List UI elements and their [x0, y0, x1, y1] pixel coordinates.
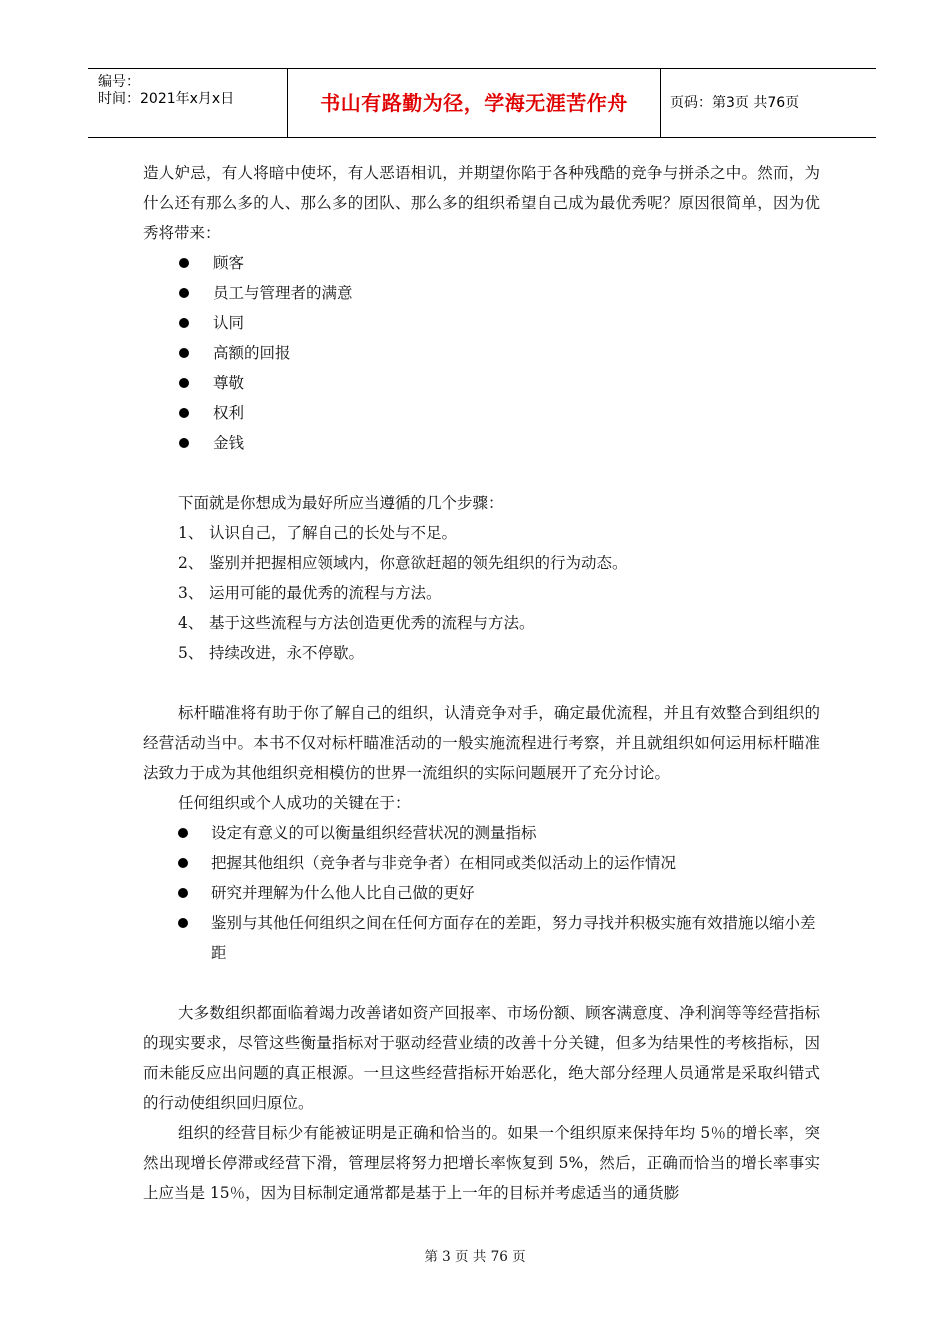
list-item-text: 设定有意义的可以衡量组织经营状况的测量指标 [211, 824, 537, 842]
bullet-icon [179, 438, 189, 448]
spacer [143, 968, 820, 998]
bullet-icon [179, 348, 189, 358]
benefits-list [143, 248, 820, 458]
spacer [143, 668, 820, 698]
list-item-text: 顾客 [213, 254, 245, 272]
step-number: 4、 [178, 614, 204, 632]
list-item [143, 848, 820, 878]
step-number: 5、 [178, 644, 204, 662]
list-item-text: 鉴别与其他任何组织之间在任何方面存在的差距，努力寻找并积极实施有效措施以缩小差距 [211, 914, 816, 962]
list-item-text: 金钱 [213, 434, 245, 452]
step-number: 1、 [178, 524, 204, 542]
step-item [143, 638, 820, 668]
bullet-icon [179, 378, 189, 388]
paragraph-intro: 造人妒忌，有人将暗中使坏，有人恶语相讥，并期望你陷于各种残酷的竞争与拼杀之中。然而，为什么还有那么多的人、那么多的团队、那么多的组织希望自己成为最优秀呢？原因很简单，因为优秀将带来： [143, 164, 820, 242]
header-time-label: 时间：2021年x月x日 [98, 91, 235, 107]
list-item-text: 认同 [213, 314, 245, 332]
spacer [143, 458, 820, 488]
list-item-text: 尊敬 [213, 374, 245, 392]
bullet-icon [179, 408, 189, 418]
step-text: 鉴别并把握相应领域内，你意欲赶超的领先组织的行为动态。 [209, 554, 628, 572]
bullet-icon [179, 288, 189, 298]
list-item [143, 398, 820, 428]
header-meta [98, 74, 234, 108]
list-item-text: 研究并理解为什么他人比自己做的更好 [211, 884, 475, 902]
list-item [143, 368, 820, 398]
step-text: 运用可能的最优秀的流程与方法。 [209, 584, 442, 602]
header-page-info: 页码：第3页 共76页 [670, 95, 800, 111]
bullet-icon [179, 318, 189, 328]
bullet-icon [178, 858, 188, 868]
bullet-icon [178, 888, 188, 898]
list-item-text: 员工与管理者的满意 [213, 284, 353, 302]
paragraph-goals: 组织的经营目标少有能被证明是正确和恰当的。如果一个组织原来保持年均 5％的增长率，突然出现增长停滞或经营下滑，管理层将努力把增长率恢复到 5%，然后，正确而恰当的增长率事实上应当是 15％，因为目标制定通常都是基于上一年的目标并考虑适当的通货膨 [143, 1124, 820, 1202]
list-item-text: 把握其他组织（竞争者与非竞争者）在相同或类似活动上的运作情况 [211, 854, 677, 872]
step-number: 2、 [178, 554, 204, 572]
steps-intro: 下面就是你想成为最好所应当遵循的几个步骤： [178, 494, 504, 512]
keys-intro: 任何组织或个人成功的关键在于： [178, 794, 411, 812]
paragraph-metrics: 大多数组织都面临着竭力改善诸如资产回报率、市场份额、顾客满意度、净利润等等经营指标的现实要求，尽管这些衡量指标对于驱动经营业绩的改善十分关键，但多为结果性的考核指标，因而未能反应出问题的真正根源。一旦这些经营指标开始恶化，绝大部分经理人员通常是采取纠错式的行动使组织回归原位。 [143, 1004, 820, 1112]
step-number: 3、 [178, 584, 204, 602]
bullet-icon [178, 918, 188, 928]
step-text: 认识自己，了解自己的长处与不足。 [209, 524, 458, 542]
page-footer: 第 3 页 共 76 页 [424, 1249, 526, 1265]
page-body [143, 158, 820, 1208]
page-header [88, 68, 876, 138]
header-motto: 书山有路勤为径，学海无涯苦作舟 [320, 91, 628, 115]
list-item [143, 428, 820, 458]
header-divider-right [660, 69, 661, 137]
list-item [143, 908, 820, 968]
step-item [143, 548, 820, 578]
list-item [143, 818, 820, 848]
list-item [143, 278, 820, 308]
step-item [143, 608, 820, 638]
list-item-text: 权利 [213, 404, 245, 422]
step-item [143, 518, 820, 548]
steps-list [143, 518, 820, 668]
list-item [143, 248, 820, 278]
step-text: 基于这些流程与方法创造更优秀的流程与方法。 [209, 614, 535, 632]
list-item-text: 高额的回报 [213, 344, 291, 362]
keys-list [143, 818, 820, 968]
bullet-icon [178, 828, 188, 838]
header-code-label: 编号： [98, 74, 140, 90]
list-item [143, 878, 820, 908]
bullet-icon [179, 258, 189, 268]
list-item [143, 308, 820, 338]
step-text: 持续改进，永不停歇。 [209, 644, 365, 662]
paragraph-benchmarking: 标杆瞄准将有助于你了解自己的组织，认清竞争对手，确定最优流程，并且有效整合到组织的经营活动当中。本书不仅对标杆瞄准活动的一般实施流程进行考察，并且就组织如何运用标杆瞄准法致力于成为其他组织竞相模仿的世界一流组织的实际问题展开了充分讨论。 [143, 704, 820, 782]
list-item [143, 338, 820, 368]
step-item [143, 578, 820, 608]
